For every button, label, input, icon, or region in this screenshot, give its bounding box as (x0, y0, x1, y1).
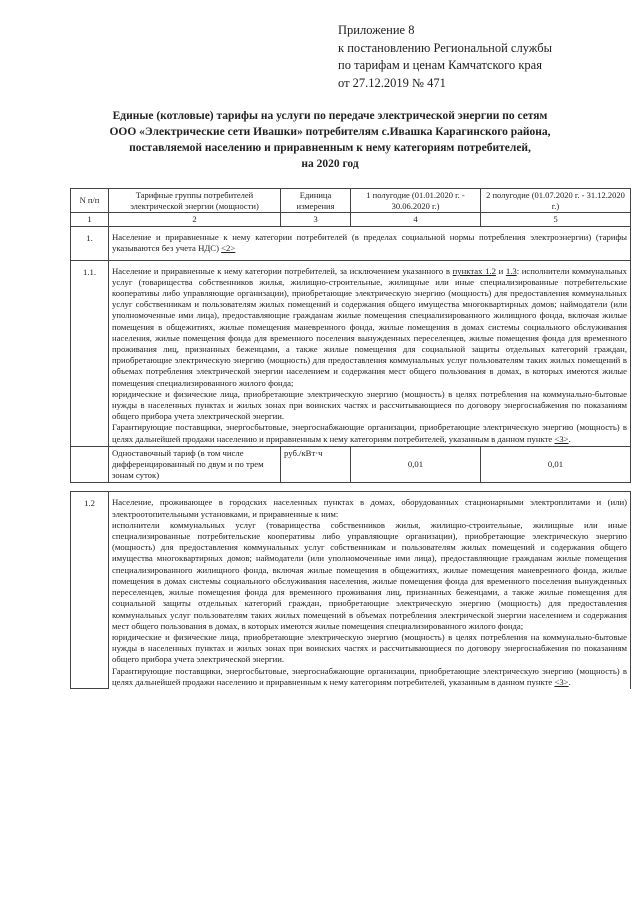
rate-unit: руб./кВт·ч (281, 446, 351, 483)
annex-header (338, 22, 552, 92)
title-line: поставляемой населению и приравненным к нему категориям потребителей, (129, 142, 531, 154)
colnum: 1 (71, 213, 109, 227)
paragraph: исполнители коммунальных услуг (товарищества собственников жилья, жилищно-строительные, жилищные или иные специализированные потребительские кооперативы либо управляющие организации), приобретающие электрическую энергию (мощность) для предоставления коммунальных услуг собственникам и пользователям жилых помещений и содержания общего имущества многоквартирных домов; наймодатели (или уполномоченные ими лица), предоставляющие гражданам жилые помещения специализированного жилищного фонда, включая жилые помещения в общежитиях, жилые помещения маневренного фонда, жилые помещения в домах системы социального обслуживания населения, жилые помещения фонда для временного поселения вынужденных переселенцев, жилые помещения фонда для временного проживания лиц, признанных беженцами, а также жилые помещения для социальной защиты отдельных категорий граждан, приобретающие электрическую энергию (мощность) для предоставления коммунальных услуг пользователям таких жилых помещений в объемах потребления электрической энергии населением и содержания мест общего пользования в домах, в которых имеются жилые помещения специализированного жилого фонда; (112, 519, 627, 631)
colnum: 5 (481, 213, 631, 227)
document-title (95, 108, 565, 172)
paragraph: юридические и физические лица, приобретающие электрическую энергию (мощность) в целях потребления на коммунально-бытовые нужды в населенных пунктах и жилых зонах при воинских частях и рассчитывающиеся по договору энергоснабжения по показаниям общего прибора учета электрической энергии. (112, 388, 627, 422)
empty-cell (71, 446, 109, 483)
row-num: 1.2 (71, 492, 109, 689)
rate-label: Одноставочный тариф (в том числе дифференцированный по двум и по трем зонам суток) (109, 446, 281, 483)
table-row (71, 227, 631, 260)
colnum: 3 (281, 213, 351, 227)
row-num: 1. (71, 227, 109, 260)
row1-text: Население и приравненные к нему категории потребителей (в пределах социальной нормы потребления электроэнергии) (тарифы указываются без учета НДС) (112, 232, 627, 254)
annex-date: от 27.12.2019 № 471 (338, 75, 446, 90)
spacer-row (71, 483, 631, 492)
tariff-table (70, 188, 631, 689)
colnum: 2 (109, 213, 281, 227)
table-row (71, 492, 631, 689)
text-fragment: Население и приравненные к нему категории потребителей, за исключением указанного в (112, 265, 450, 276)
rate-value-half1: 0,01 (351, 446, 481, 483)
title-line: на 2020 год (301, 158, 359, 170)
row-text (109, 227, 631, 260)
footnote-link[interactable]: <3> (554, 676, 569, 687)
table-header-row (71, 189, 631, 213)
title-line: Единые (котловые) тарифы на услуги по передаче электрической энергии по сетям (112, 110, 548, 122)
footnote-link[interactable]: <3> (554, 433, 569, 444)
header-num: N п/п (71, 189, 109, 213)
text-fragment: : исполнители коммунальных услуг (товарищества собственников жилья, жилищно-строительные, жилищные или иные специализированные потребительские кооперативы либо управляющие организации), приобретающие электрическую энергию (мощность) для предоставления коммунальных услуг собственникам и пользователям жилых помещений и содержания общего имущества многоквартирных домов; наймодатели (или уполномоченные ими лица), предоставляющие гражданам жилые помещения специализированного жилищного фонда, включая жилые помещения в общежитиях, жилые помещения маневренного фонда, жилые помещения в домах системы социального обслуживания населения, жилые помещения фонда для временного поселения вынужденных переселенцев, жилые помещения фонда для временного проживания лиц, признанных беженцами, а также жилые помещения для социальной защиты отдельных категорий граждан, приобретающие электрическую энергию (мощность) для предоставления коммунальных услуг пользователям таких жилых помещений в объемах потребления электрической энергии населением и содержания мест общего пользования в домах, в которых имеются жилые помещения специализированного жилого фонда; (112, 265, 628, 388)
paragraph: Население, проживающее в городских населенных пунктах в домах, оборудованных стационарными электроплитами и (или) электроотопительными установками, и приравненные к ним: (112, 497, 627, 519)
rate-row (71, 446, 631, 483)
paragraph (112, 266, 627, 389)
colnum: 4 (351, 213, 481, 227)
annex-line: к постановлению Региональной службы (338, 40, 553, 55)
clause-link[interactable]: пунктах 1.2 (452, 265, 496, 276)
annex-title: Приложение 8 (338, 23, 415, 37)
text-fragment: и (498, 265, 504, 276)
header-half2: 2 полугодие (01.07.2020 г. - 31.12.2020 г.) (481, 189, 631, 213)
rate-value-half2: 0,01 (481, 446, 631, 483)
paragraph: Гарантирующие поставщики, энергосбытовые, энергоснабжающие организации, приобретающие электрическую энергию (мощность) в целях дальнейшей продажи населению и приравненным к нему категориям потребителей, указанным в данном пункте <3>. (112, 422, 627, 444)
row-text (109, 260, 631, 446)
paragraph: юридические и физические лица, приобретающие электрическую энергию (мощность) в целях потребления на коммунально-бытовые нужды в населенных пунктах и жилых зонах при воинских частях и рассчитывающиеся по договору энергоснабжения по показаниям общего прибора учета электрической энергии. (112, 631, 627, 665)
row-text (109, 492, 631, 689)
row-num: 1.1. (71, 260, 109, 446)
clause-link[interactable]: 1.3 (505, 265, 517, 276)
header-unit: Единица измерения (281, 189, 351, 213)
table-row (71, 260, 631, 446)
header-half1: 1 полугодие (01.01.2020 г. - 30.06.2020 г.) (351, 189, 481, 213)
title-line: ООО «Электрические сети Ивашки» потребителям с.Ивашка Карагинского района, (109, 126, 551, 138)
text-fragment: Гарантирующие поставщики, энергосбытовые, энергоснабжающие организации, приобретающие электрическую энергию (мощность) в целях дальнейшей продажи населению и приравненным к нему категориям потребителей, указанным в данном пункте (112, 422, 627, 444)
spacer (71, 483, 631, 492)
header-group: Тарифные группы потребителей электрической энергии (мощности) (109, 189, 281, 213)
column-number-row (71, 213, 631, 227)
annex-line: по тарифам и ценам Камчатского края (338, 58, 542, 72)
text-fragment: Гарантирующие поставщики, энергосбытовые, энергоснабжающие организации, приобретающие электрическую энергию (мощность) в целях дальнейшей продажи населению и приравненным к нему категориям потребителей, указанным в данном пункте (112, 665, 627, 687)
paragraph: Гарантирующие поставщики, энергосбытовые, энергоснабжающие организации, приобретающие электрическую энергию (мощность) в целях дальнейшей продажи населению и приравненным к нему категориям потребителей, указанным в данном пункте <3>. (112, 665, 627, 687)
footnote-link[interactable]: <2> (221, 243, 236, 254)
